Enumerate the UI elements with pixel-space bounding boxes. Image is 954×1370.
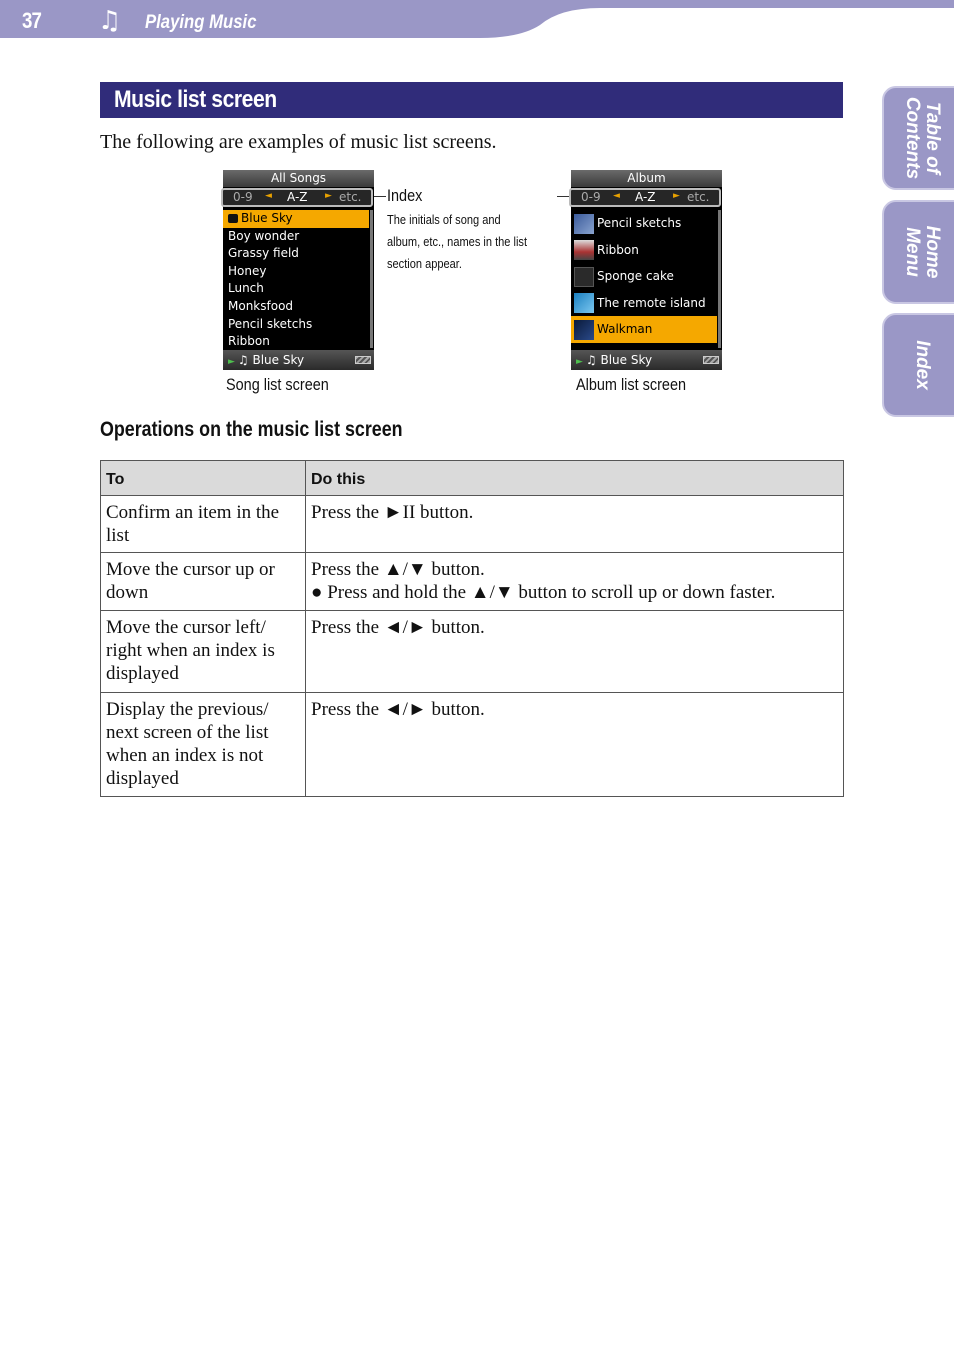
album-art-icon [574, 267, 594, 287]
album-art-icon [574, 320, 594, 340]
list-item-label: Blue Sky [241, 211, 293, 225]
play-icon: ► [576, 357, 583, 367]
cell-to: Display the previous/ next screen of the list when an index is not displayed [101, 693, 306, 797]
left-arrow-icon: ◄ [265, 191, 272, 201]
operations-table [100, 460, 844, 797]
column-header-do-this: Do this [306, 461, 844, 496]
tab-toc-label: Table of Contents [902, 96, 943, 180]
list-item[interactable]: Ribbon [228, 334, 270, 349]
song-list-caption: Song list screen [226, 375, 329, 394]
list-item-selected[interactable] [223, 210, 369, 228]
cell-do-text: Press the ◄/► button. [311, 699, 485, 720]
list-item-label: Walkman [597, 322, 653, 336]
cell-do-text: Press the ▲/▼ button. [311, 559, 485, 580]
callout-index-description: The initials of song and album, etc., names in the list section appear. [387, 212, 528, 271]
header-banner-shape [0, 0, 954, 40]
album-index-bar [569, 188, 721, 207]
cell-do [306, 553, 844, 611]
index-0-9: 0-9 [581, 190, 601, 204]
section-title: Playing Music [145, 12, 257, 33]
play-icon: ► [228, 357, 235, 367]
right-arrow-icon: ► [325, 191, 332, 201]
table-row [101, 496, 844, 553]
cell-to: Move the cursor up or down [101, 553, 306, 611]
battery-icon [355, 356, 371, 364]
index-a-z: A-Z [635, 190, 656, 204]
cell-do [306, 611, 844, 693]
album-list [571, 210, 722, 343]
list-item-label: Sponge cake [597, 269, 674, 283]
tab-home-menu[interactable] [882, 200, 954, 304]
now-playing-text: ♫ Blue Sky [237, 353, 305, 367]
page-number: 37 [22, 8, 42, 33]
list-item[interactable] [571, 237, 722, 264]
song-list-screen [223, 170, 374, 370]
list-item[interactable] [571, 210, 722, 237]
table-header-row [101, 461, 844, 496]
scrollbar[interactable] [718, 210, 721, 348]
index-etc: etc. [687, 190, 710, 204]
tab-index-label: Index [912, 340, 933, 390]
operations-heading: Operations on the music list screen [100, 418, 403, 441]
list-item-selected[interactable] [571, 316, 717, 343]
list-item[interactable] [571, 263, 722, 290]
page-title: Music list screen [114, 86, 277, 113]
now-playing-bar [223, 350, 374, 370]
index-etc: etc. [339, 190, 362, 204]
list-item-label: The remote island [597, 295, 706, 310]
album-art-icon [574, 214, 594, 234]
album-art-icon [574, 293, 594, 313]
cell-to: Confirm an item in the list [101, 496, 306, 553]
list-item[interactable]: Monksfood [228, 298, 294, 313]
left-arrow-icon: ◄ [613, 191, 620, 201]
list-item[interactable]: Pencil sketchs [228, 316, 313, 331]
song-list [223, 210, 374, 351]
title-bar [100, 82, 843, 118]
tab-table-of-contents[interactable] [882, 86, 954, 190]
list-item-label: Ribbon [597, 242, 639, 257]
index-0-9: 0-9 [233, 190, 253, 204]
music-note-icon: ♫ [98, 6, 122, 36]
cell-do-text: Press the ◄/► button. [311, 617, 485, 638]
table-row [101, 693, 844, 797]
album-screen-title: Album [571, 170, 722, 187]
tab-index[interactable] [882, 313, 954, 417]
column-header-to: To [101, 461, 306, 496]
table-row [101, 553, 844, 611]
callout-index-title: Index [387, 186, 423, 205]
song-screen-title: All Songs [223, 170, 374, 187]
page-header [0, 0, 954, 40]
album-list-caption: Album list screen [576, 375, 687, 394]
list-item[interactable] [571, 290, 722, 317]
song-index-bar [221, 188, 373, 207]
list-item[interactable]: Boy wonder [228, 228, 300, 243]
cell-do-text: Press the ►II button. [311, 502, 474, 523]
list-item[interactable]: Lunch [228, 281, 264, 296]
cell-to: Move the cursor left/ right when an index is displayed [101, 611, 306, 693]
battery-icon [703, 356, 719, 364]
list-item[interactable]: Grassy field [228, 246, 299, 261]
album-art-icon [574, 240, 594, 260]
album-list-screen [571, 170, 722, 370]
selected-song-icon [228, 214, 238, 223]
index-a-z: A-Z [287, 190, 308, 204]
list-item-label: Pencil sketchs [597, 216, 682, 230]
cell-do [306, 496, 844, 553]
intro-text: The following are examples of music list screens. [100, 131, 497, 153]
cell-do-note: ● Press and hold the ▲/▼ button to scroll up or down faster. [311, 582, 776, 603]
now-playing-text: ♫ Blue Sky [585, 353, 653, 367]
callout-line-song [374, 196, 386, 197]
cell-do [306, 693, 844, 797]
tab-home-label: Home Menu [902, 225, 943, 279]
list-item[interactable]: Honey [228, 263, 267, 278]
now-playing-bar [571, 350, 722, 370]
table-row [101, 611, 844, 693]
right-arrow-icon: ► [673, 191, 680, 201]
scrollbar[interactable] [370, 210, 373, 348]
